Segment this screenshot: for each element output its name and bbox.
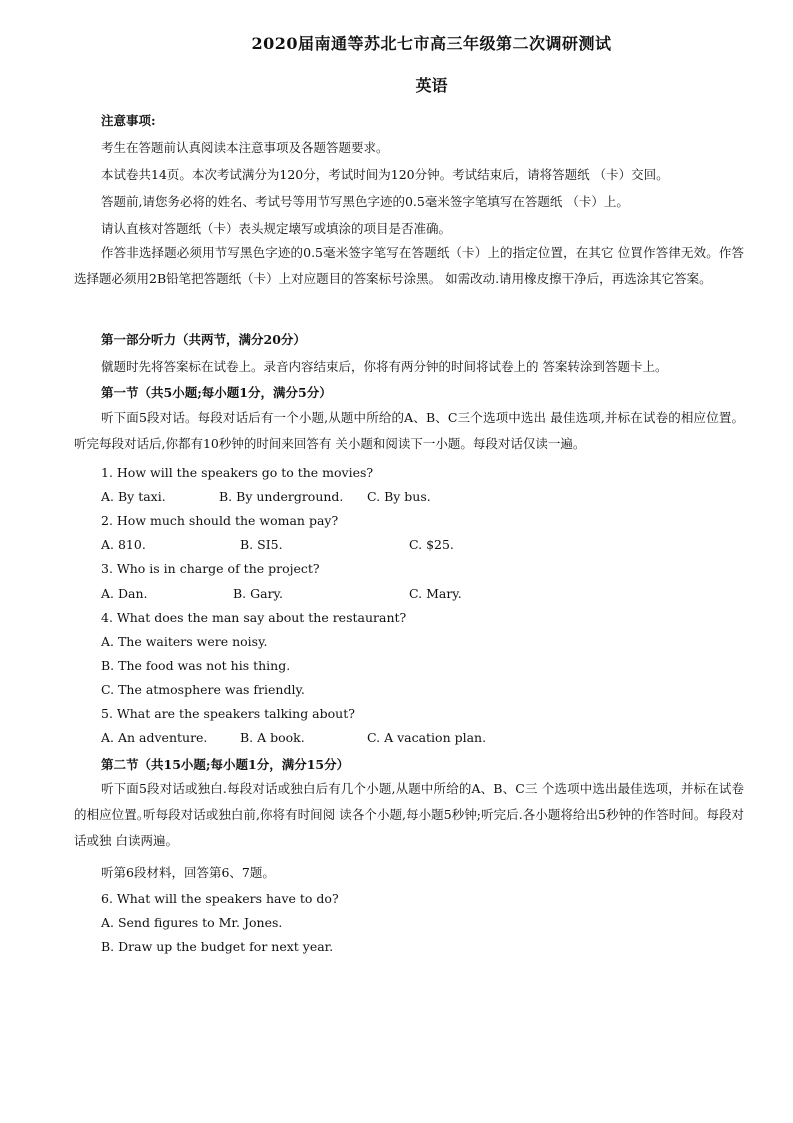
option-5b: B. A book.	[240, 730, 305, 745]
question-4: 4. What does the man say about the restaurant?	[101, 610, 407, 625]
option-1c: C. By bus.	[367, 489, 431, 504]
option-1a: A. By taxi.	[101, 489, 166, 504]
notice-item: 答题前,请您务必将的姓名、考试号等用节写黑色字迹的0.5毫米签字笔填写在答题纸 （卡）上。	[101, 194, 629, 209]
notice-heading: 注意事项:	[101, 113, 156, 128]
option-3b: B. Gary.	[233, 586, 283, 601]
notice-item: 考生在答题前认真阅读本注意事项及各题答题要求。	[101, 140, 389, 155]
notice-item: 请认直核对答题纸（卡）表头规定壊写或填涂的项目是否准确。	[101, 221, 452, 236]
exam-title: 2020届南通等苏北七市高三年级第二次调研测试	[251, 34, 612, 53]
section2-heading: 第二节（共15小题;每小题1分，满分15分）	[101, 757, 350, 772]
question-3: 3. Who is in charge of the project?	[101, 561, 320, 576]
option-4c: C. The atmosphere was friendly.	[101, 682, 305, 697]
option-3a: A. Dan.	[101, 586, 148, 601]
option-4b: B. The food was not his thing.	[101, 658, 291, 673]
section2-instruction: 听下面5段对话或独白.每段对话或独白后有几个小题,从题中所给的A、B、C三 个选项中选出最佳选项，并标在试卷的相应位置｡听每段对话或独白前,你将有时间阅 读各个小题,每小题5秒钟;听完后.各小题将给出5秒钟的作答时间。每段对话或独 白读两遍。	[74, 781, 744, 848]
option-2b: B. SI5.	[240, 537, 283, 552]
question-6: 6. What will the speakers have to do?	[101, 891, 339, 906]
question-1: 1. How will the speakers go to the movies?	[101, 465, 374, 480]
material-note: 听第6段材料，回答第6、7题。	[101, 865, 275, 880]
notice-long-item: 作答非选择题必须用节写黑色字迹的0.5毫米签字笔写在答题纸（卡）上的指定位置，在其它 位買作答律无效。作答选择题必须用2B铅笔把答题纸（卡）上对应题目的答案标号涂黑。 如需改动.请用橡皮擦干净后，再选涂其它答案。	[74, 245, 744, 286]
option-3c: C. Mary.	[409, 586, 462, 601]
part1-heading: 第一部分听力（共两节，满分20分）	[101, 332, 306, 347]
option-4a: A. The waiters were noisy.	[101, 634, 268, 649]
part1-instruction: 僦题时先将答案标在试卷上。录音内容结束后，你将有两分钟的时间将试卷上的 答案转涂到答题卡上。	[101, 359, 668, 374]
section1-heading: 第一节（共5小题;每小题1分，满分5分）	[101, 385, 332, 400]
section1-instruction: 听下面5段对话。每段对话后有一个小题,从题中所给的A、B、C三个选项中选出 最佳选项,并标在试卷的相应位置。听完每段对话后,你都有10秒钟的时间来回答有 关小题和阅读下一小题。每段对话仅读一遍。	[74, 410, 744, 451]
question-5: 5. What are the speakers talking about?	[101, 706, 355, 721]
question-2: 2. How much should the woman pay?	[101, 513, 339, 528]
option-2a: A. 810.	[101, 537, 146, 552]
subject-title: 英语	[415, 76, 448, 95]
option-5a: A. An adventure.	[101, 730, 208, 745]
option-2c: C. $25.	[409, 537, 454, 552]
option-6b: B. Draw up the budget for next year.	[101, 939, 334, 954]
option-5c: C. A vacation plan.	[367, 730, 487, 745]
option-6a: A. Send figures to Mr. Jones.	[101, 915, 283, 930]
option-1b: B. By underground.	[219, 489, 344, 504]
notice-item: 本试卷共14页。本次考试满分为120分，考试时间为120分钟。考试结束后，请将答题纸 （卡）交回。	[101, 167, 669, 182]
